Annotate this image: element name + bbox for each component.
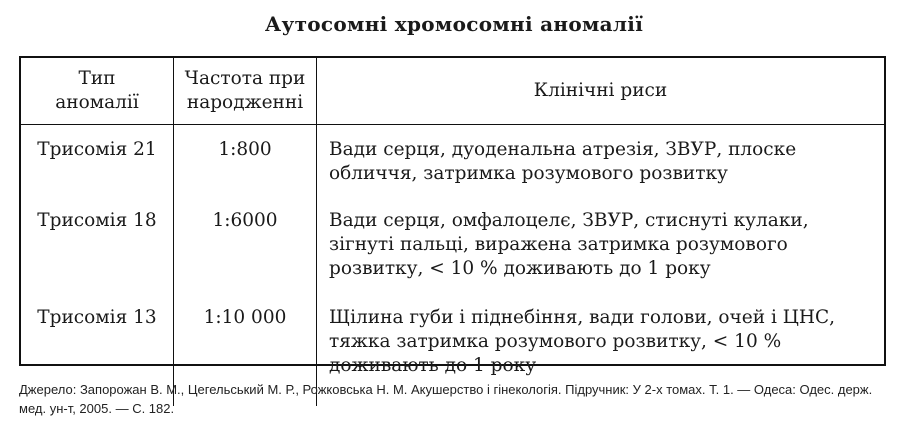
source-citation: Джерело: Запорожан В. М., Цегельський М. Р., Рожковська Н. М. Акушерство і гінекологія. Підручник: У 2-х томах. Т. 1. — Одеса: Одес. держ. мед. ун-т, 2005. — С. 182.: [19, 382, 873, 416]
header-frequency: [174, 58, 317, 125]
cell-anomaly-type: Трисомія 13: [21, 293, 174, 406]
table-row: [21, 125, 884, 197]
header-type-line2: аномалії: [55, 92, 139, 113]
cell-frequency: 1:10 000: [174, 293, 317, 406]
cell-clinical-signs: Вади серця, омфалоцелє, ЗВУР, стиснуті кулаки, зігнуті пальці, виражена затримка розумового розвитку, < 10 % доживають до 1 року: [329, 210, 809, 279]
anomalies-table: [21, 58, 884, 406]
table-row: [21, 196, 884, 293]
anomalies-table-frame: [19, 56, 886, 376]
header-clinical-signs: Клінічні риси: [317, 58, 885, 125]
cell-anomaly-type: Трисомія 21: [21, 125, 174, 197]
table-header-row: [21, 58, 884, 125]
table-title: Аутосомні хромосомні аномалії: [264, 12, 644, 36]
header-type: [21, 58, 174, 125]
cell-anomaly-type: Трисомія 18: [21, 196, 174, 293]
cell-clinical-signs: Щілина губи і піднебіння, вади голови, очей і ЦНС, тяжка затримка розумового розвитку, < 10 % доживають до 1 року: [329, 307, 836, 376]
cell-frequency: 1:6000: [174, 196, 317, 293]
header-frequency-line1: Частота при: [184, 68, 306, 89]
cell-clinical-signs: Вади серця, дуоденальна атрезія, ЗВУР, плоске обличчя, затримка розумового розвитку: [329, 139, 797, 184]
cell-frequency: 1:800: [174, 125, 317, 197]
header-frequency-line2: народженні: [186, 92, 304, 113]
header-type-line1: Тип: [78, 68, 116, 89]
